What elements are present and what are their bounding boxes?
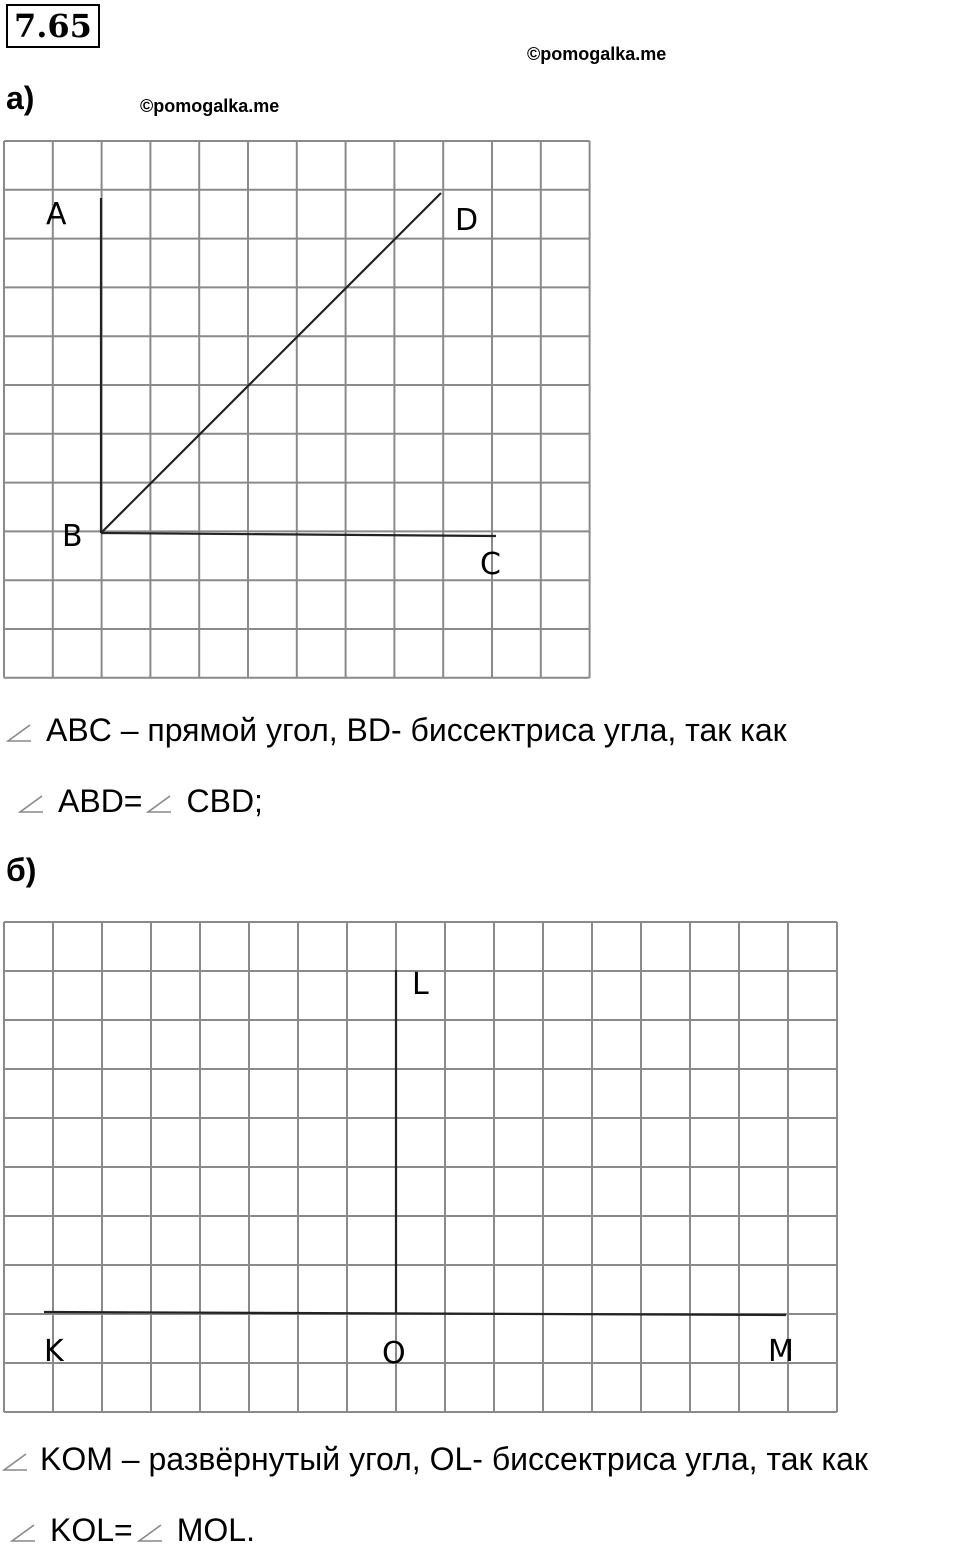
figure-b-grid — [0, 918, 850, 1418]
part-b-line2-right: MOL. — [176, 1512, 255, 1548]
point-label-a: A — [46, 197, 67, 232]
angle-icon — [2, 1451, 28, 1473]
figure-a-grid — [0, 136, 600, 688]
part-a-statement — [6, 712, 787, 749]
watermark: ©pomogalka.me — [527, 44, 667, 64]
point-label-m: M — [768, 1334, 794, 1369]
watermark: ©pomogalka.me — [140, 96, 280, 116]
point-label-k: K — [44, 1334, 64, 1369]
part-a-label: а) — [6, 80, 35, 116]
part-a-line1: ABC – прямой угол, BD- биссектриса угла, так как — [46, 712, 787, 748]
point-label-l: L — [412, 967, 429, 1002]
point-label-d: D — [455, 203, 479, 238]
angle-icon — [6, 722, 32, 744]
part-b-line2-left: KOL= — [50, 1512, 133, 1548]
point-label-b: B — [62, 519, 83, 554]
part-a-line2-left: ABD= — [58, 783, 143, 819]
part-b-statement — [2, 1441, 868, 1478]
angle-icon — [137, 1522, 163, 1544]
part-a-equality — [18, 783, 263, 820]
part-b-label: б) — [6, 852, 37, 888]
part-b-line1: KOM – развёрнутый угол, OL- биссектриса угла, так как — [40, 1441, 868, 1477]
angle-icon — [146, 793, 172, 815]
angle-icon — [18, 793, 44, 815]
part-b-equality — [10, 1512, 255, 1549]
problem-number: 7.65 — [6, 4, 100, 48]
point-label-o: O — [382, 1336, 406, 1371]
point-label-c: C — [480, 547, 501, 582]
ray-bc — [101, 533, 496, 536]
angle-icon — [10, 1522, 36, 1544]
part-a-line2-right: CBD; — [186, 783, 263, 819]
